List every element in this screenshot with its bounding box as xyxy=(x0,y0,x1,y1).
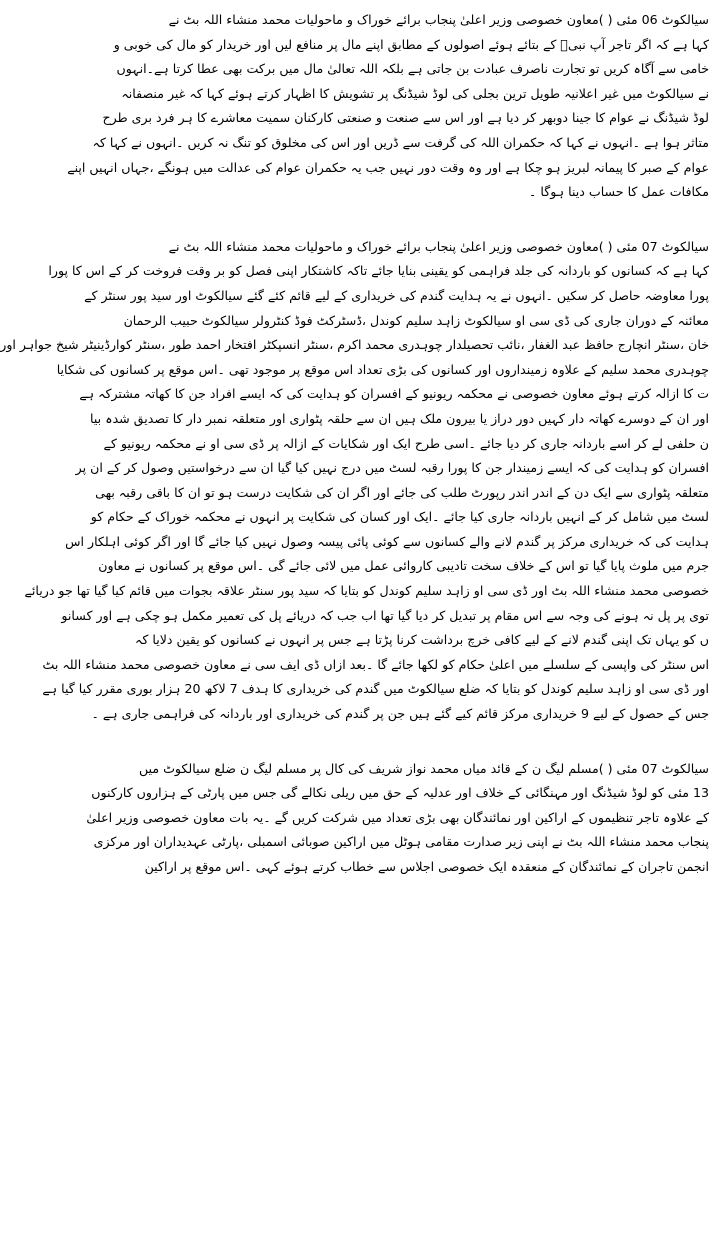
article-line: جس کے حصول کے لیے 9 خریداری مرکز قائم کیے گئے ہیں جن پر گندم کی خریداری اور باردانہ کی فراہمی جاری ہے ۔ xyxy=(91,706,709,722)
article-line: اس سنٹر کی واپسی کے سلسلے میں اعلیٰ حکام کو لکھا جائے گا ۔بعد ازاں ڈی ایف سی نے معاون خصوصی محمد منشاء اللہ بٹ xyxy=(42,656,709,672)
article-line: لسٹ میں شامل کر کے انہیں باردانہ جاری کیا جائے ۔ایک اور کسان کی شکایت پر انہوں نے محکمہ خوراک کے حکام کو xyxy=(90,509,709,525)
article-line: سیالکوٹ 06 مئی ( )معاون خصوصی وزیر اعلیٰ پنجاب برائے خوراک و ماحولیات محمد منشاء اللہ بٹ نے xyxy=(168,12,709,27)
article-line: پورا معاوضہ حاصل کر سکیں ۔انہوں نے یہ ہدایت گندم کی خریداری کے لیے قائم کئے گئے سیالکوٹ اور سید پور سنٹر کے xyxy=(84,287,709,303)
article-line: متعلقہ پٹواری سے ایک دن کے اندر اندر رپورٹ طلب کی جائے اور اگر ان کی شکایت درست ہو تو ان کا باقی رقبہ بھی xyxy=(95,484,709,500)
article-line: کہا ہے کہ اگر تاجر آپ نبیؐ کے بتائے ہوئے اصولوں کے مطابق اپنے مال پر منافع لیں اور خریدار کو مال کی خوبی و xyxy=(113,36,709,52)
article-line: ہدایت کی کہ خریداری مرکز پر گندم لانے والے کسانوں سے کوئی پائی پیسہ وصول نہیں کیا جائے گا اور اگر کوئی اہلکار اس xyxy=(65,533,709,549)
article-line: افسران کو ہدایت کی کہ ایسے زمیندار جن کا پورا رقبہ لسٹ میں درج نہیں کیا گیا ان سے درخواستیں وصول کر کے ان پر xyxy=(75,460,709,476)
article-line: کے علاوہ تاجر تنظیموں کے اراکین اور نمائندگان بھی بڑی تعداد میں شرکت کریں گے ۔یہ بات معاون خصوصی وزیر اعلیٰ xyxy=(86,809,709,825)
article-line: توی پر پل نہ ہونے کی وجہ سے اس مقام پر تبدیل کر دیا گیا تھا اب جب کہ دریائے پل کی تعمیر مکمل ہو چکی ہے اور کسانو xyxy=(61,607,709,623)
article-line: سیالکوٹ 07 مئی ( )مسلم لیگ ن کے قائد میاں محمد نواز شریف کی کال پر مسلم لیگ ن ضلع سیالکوٹ میں xyxy=(138,760,709,776)
article-line: ن حلفی لے کر اسے باردانہ جاری کر دیا جائے ۔اسی طرح ایک اور شکایات کے ازالہ پر ڈی سی او نے محکمہ ریونیو کے xyxy=(103,435,709,451)
article-line: 13 مئی کو لوڈ شیڈنگ اور مہنگائی کے خلاف اور عدلیہ کے حق میں ریلی نکالے گی جس میں پارٹی کے ہزاروں کارکنوں xyxy=(91,785,709,801)
article-line: عوام کے صبر کا پیمانہ لبریز ہو چکا ہے اور وہ وقت دور نہیں جب یہ حکمران عوام کی عدالت میں ہونگے ،جہاں انہیں اپنے xyxy=(67,159,709,175)
article-line: خصوصی محمد منشاء اللہ بٹ اور ڈی سی او زاہد سلیم کوندل کو بتایا کہ سید پور سنٹر علاقہ بجوات میں قائم کیا گیا تھا جو دریائے xyxy=(24,583,709,599)
article-line: خامی سے آگاہ کریں تو تجارت ناصرف عبادت بن جاتی ہے بلکہ اللہ تعالیٰ مال میں برکت بھی عطا کرتا ہے۔انہوں xyxy=(116,61,709,77)
article-line: جرم میں ملوث پایا گیا تو اس کے خلاف سخت تادیبی کاروائی عمل میں لائی جائے گی ۔اس موقع پر کسانوں نے معاون xyxy=(98,558,709,574)
news-article-1 xyxy=(67,8,709,205)
article-line: کہا ہے کہ کسانوں کو باردانہ کی جلد فراہمی کو یقینی بنایا جائے تاکہ کاشتکار اپنی فصل کو بر وقت فروخت کر کے اس کا پورا xyxy=(48,263,709,279)
article-line: انجمن تاجران کے نمائندگان کے منعقدہ ایک خصوصی اجلاس سے خطاب کرتے ہوئے کہی ۔اس موقع پر اراکین xyxy=(144,859,709,874)
news-article-3 xyxy=(86,757,709,880)
article-line: ت کا ازالہ کرتے ہوئے معاون خصوصی نے محکمہ ریونیو کے افسران کو ہدایت کی کہ ایسے افراد جن کا کھاتہ مشترکہ ہے xyxy=(79,386,709,402)
article-line: خان ،سنٹر انچارج حافظ عبد الغفار ،نائب تحصیلدار چوہدری محمد اکرم ،سنٹر انسپکٹر افتخار احمد طور ،سنٹر کوارڈینیٹر شیخ جواہر اور xyxy=(0,337,709,353)
news-article-2 xyxy=(0,235,709,727)
article-line: لوڈ شیڈنگ نے عوام کا جینا دوبھر کر دیا ہے اور اس سے صنعت و صنعتی کارکنان سمیت معاشرے کا ہر فرد بری طرح xyxy=(102,110,709,126)
article-line: اور ان کے دوسرے کھاتہ دار کہیں دور دراز یا بیرون ملک ہیں ان سے حلقہ پٹواری اور متعلقہ نمبر دار کا تصدیق شدہ بیا xyxy=(90,410,709,426)
article-line: متاثر ہوا ہے ۔انہوں نے کہا کہ حکمران اللہ کی گرفت سے ڈریں اور اس کی مخلوق کو تنگ نہ کریں ۔انہوں نے کہا کہ xyxy=(92,134,709,150)
article-line: اور ڈی سی او زاہد سلیم کوندل کو بتایا کہ ضلع سیالکوٹ میں گندم کی خریداری کا ہدف 7 لاکھ 20 ہزار بوری مقرر کیا گیا ہے xyxy=(42,681,709,697)
article-line: پنجاب محمد منشاء اللہ بٹ نے اپنی زیر صدارت مقامی ہوٹل میں اراکین صوبائی اسمبلی ،پارٹی عہدیداران اور مرکزی xyxy=(93,834,709,850)
article-line: ں کو یہاں تک اپنی گندم لانے کے لیے کافی خرچ برداشت کرنا پڑتا ہے جس پر انہوں نے کسانوں کو یقین دلایا کہ xyxy=(135,632,709,648)
article-line: مکافات عمل کا حساب دینا ہوگا ۔ xyxy=(529,184,709,200)
article-line: نے سیالکوٹ میں غیر اعلانیہ طویل ترین بجلی کی لوڈ شیڈنگ پر تشویش کا اظہار کرتے ہوئے کہا کہ غیر منصفانہ xyxy=(121,85,709,101)
article-line: معائنہ کے دوران جاری کی ڈی سی او سیالکوٹ زاہد سلیم کوندل ،ڈسٹرکٹ فوڈ کنٹرولر سیالکوٹ حبیب الرحمان xyxy=(123,312,709,328)
article-line: چوہدری محمد سلیم کے علاوہ زمینداروں اور کسانوں کی بڑی تعداد اس موقع پر موجود تھی ۔اس موقع پر کسانوں کی شکایا xyxy=(56,361,709,377)
article-line: سیالکوٹ 07 مئی ( )معاون خصوصی وزیر اعلیٰ پنجاب برائے خوراک و ماحولیات محمد منشاء اللہ بٹ نے xyxy=(168,238,709,254)
